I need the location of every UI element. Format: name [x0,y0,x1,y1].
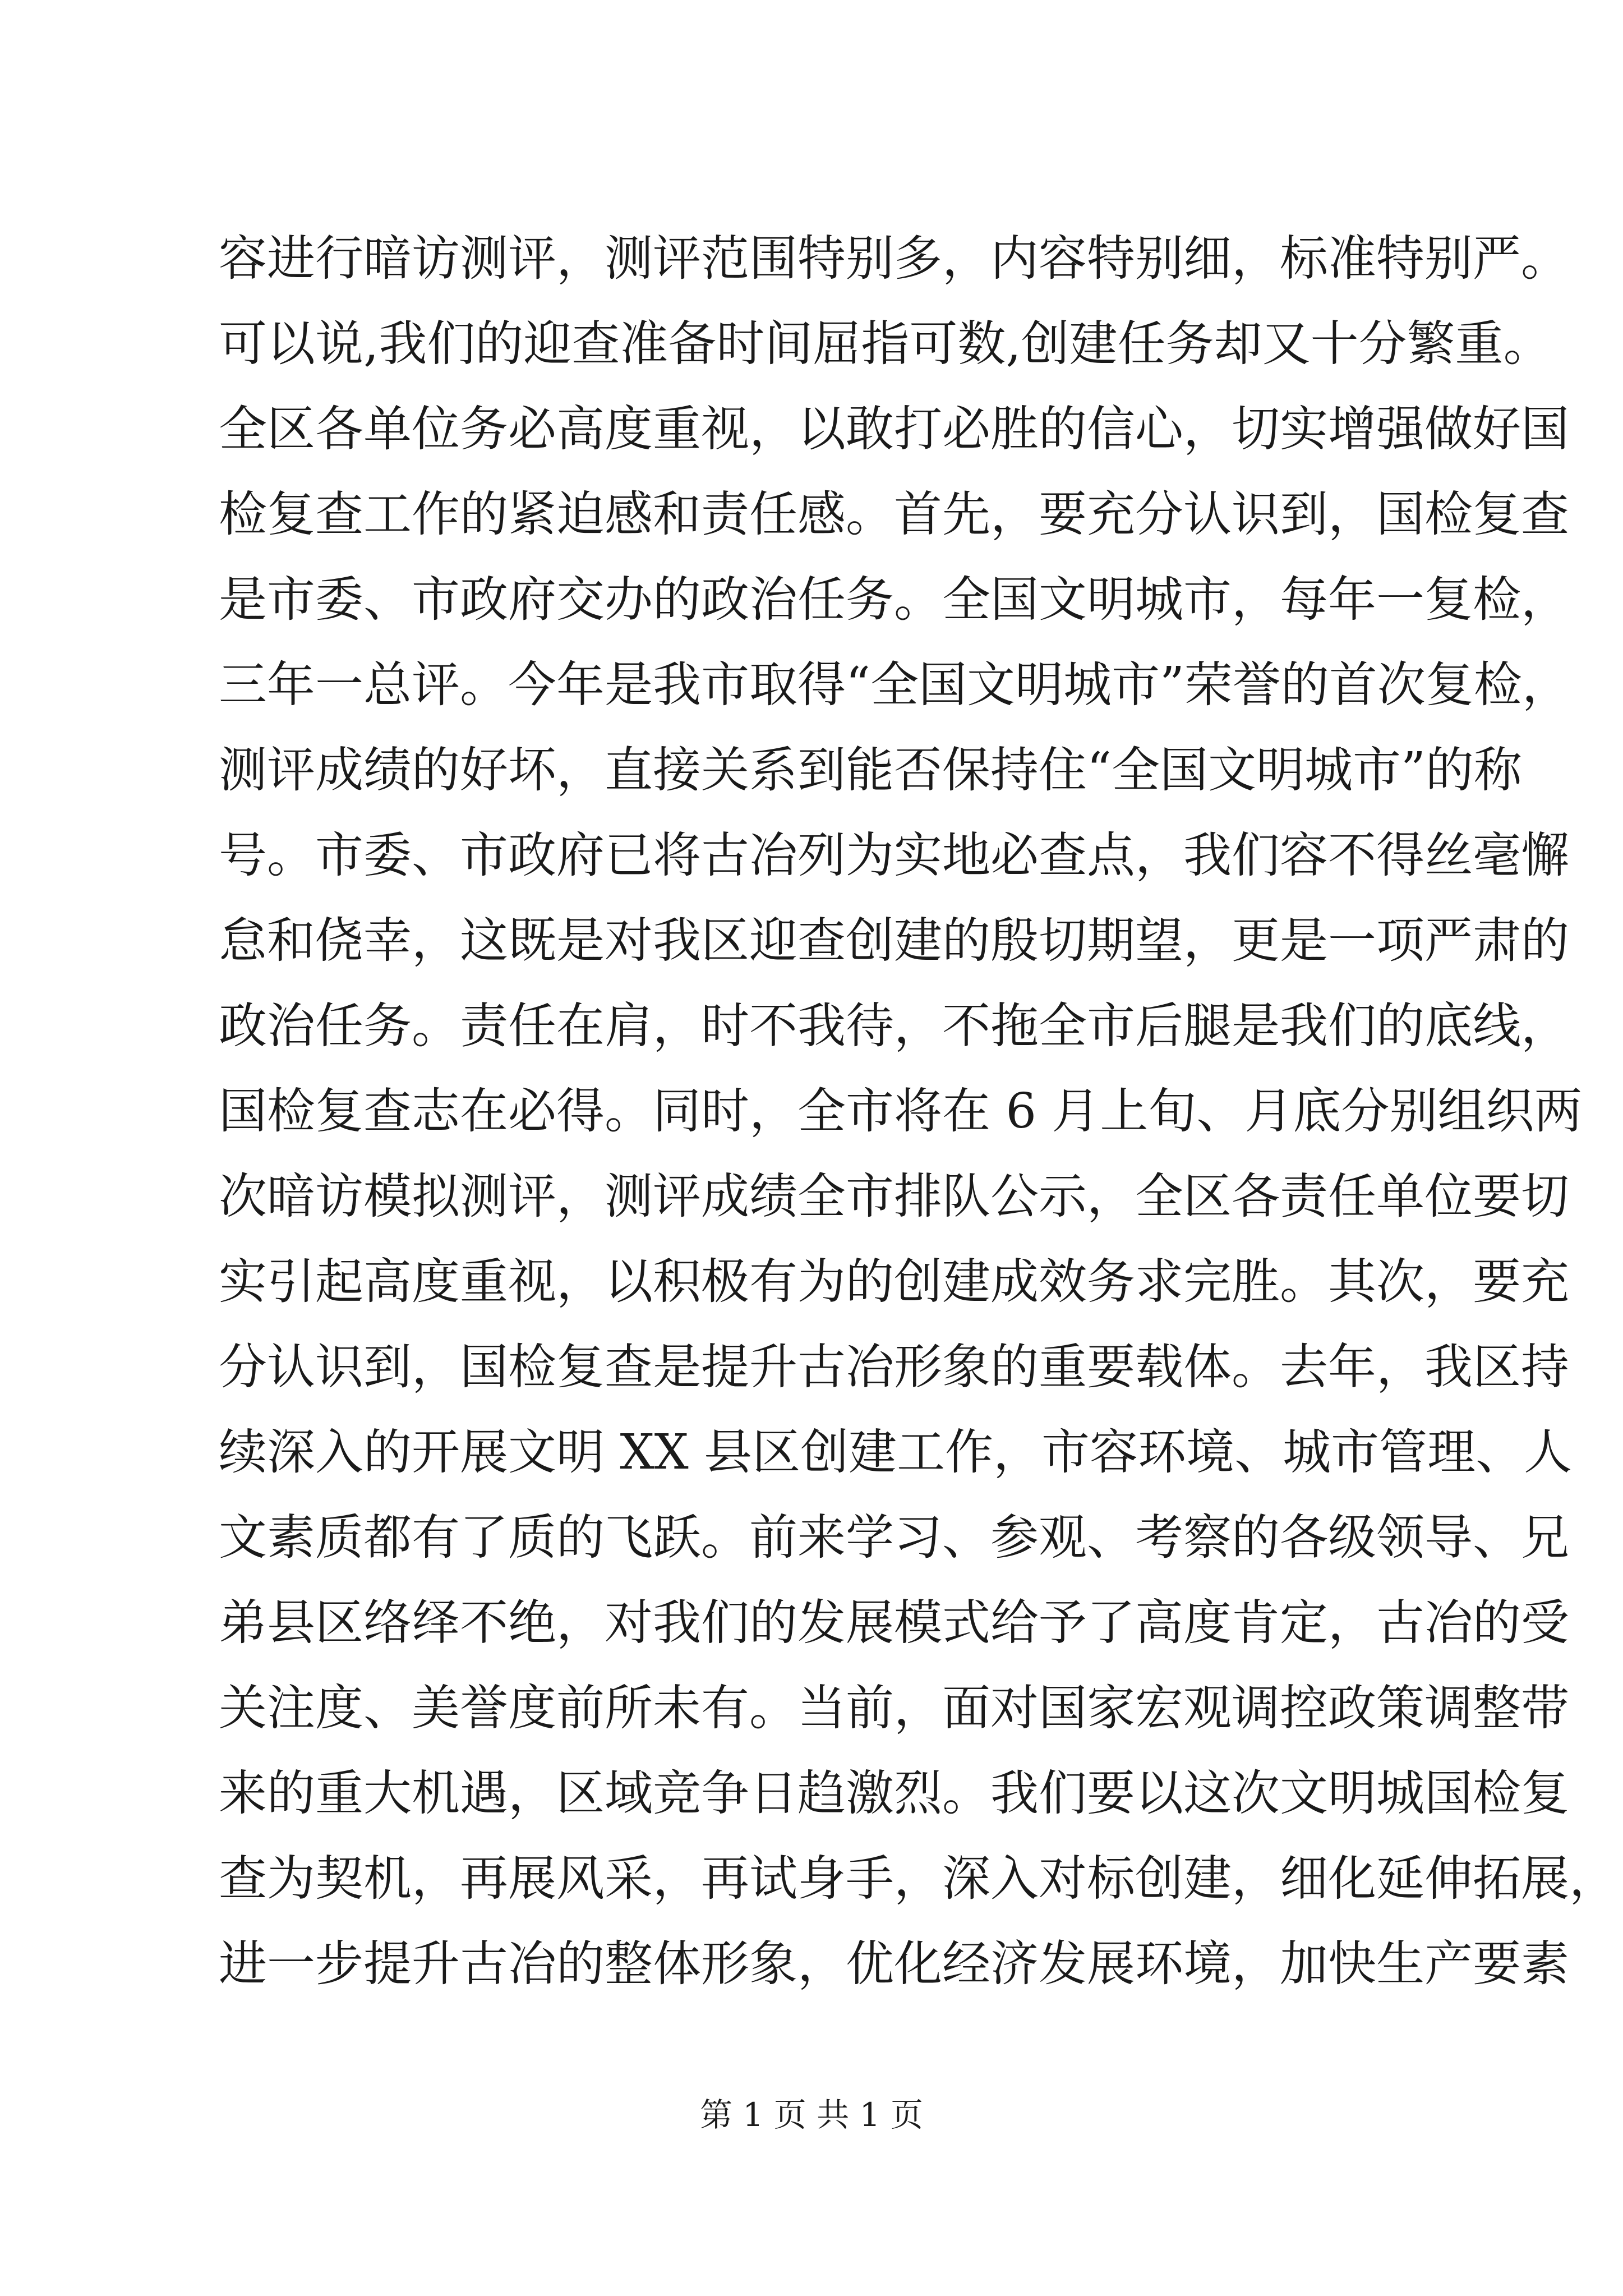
text-line: 续深入的开展文明 XX 县区创建工作，市容环境、城市管理、人 [219,1424,1573,1480]
text-line: 号。市委、市政府已将古冶列为实地必查点，我们容不得丝毫懈 [219,827,1569,884]
text-line: 关注度、美誉度前所未有。当前，面对国家宏观调控政策调整带 [219,1680,1569,1736]
text-line: 容进行暗访测评，测评范围特别多，内容特别细，标准特别严。 [219,231,1569,287]
text-line: 弟县区络绎不绝，对我们的发展模式给予了高度肯定，古冶的受 [219,1595,1569,1651]
text-line: 检复查工作的紧迫感和责任感。首先，要充分认识到，国检复查 [219,486,1569,542]
text-line: 可以说,我们的迎查准备时间屈指可数,创建任务却又十分繁重。 [219,316,1552,372]
page-footer: 第 1 页 共 1 页 [700,2096,923,2134]
text-line: 测评成绩的好坏，直接关系到能否保持住“全国文明城市”的称 [219,742,1522,798]
text-line: 文素质都有了质的飞跃。前来学习、参观、考察的各级领导、兄 [219,1510,1569,1566]
text-line: 进一步提升古冶的整体形象，优化经济发展环境，加快生产要素 [219,1936,1569,1992]
text-line: 政治任务。责任在肩，时不我待，不拖全市后腿是我们的底线， [219,998,1569,1054]
text-line: 来的重大机遇，区域竞争日趋激烈。我们要以这次文明城国检复 [219,1765,1569,1821]
text-line: 次暗访模拟测评，测评成绩全市排队公示，全区各责任单位要切 [219,1168,1569,1225]
text-line: 查为契机，再展风采，再试身手，深入对标创建，细化延伸拓展， [219,1851,1617,1907]
text-line: 全区各单位务必高度重视，以敢打必胜的信心，切实增强做好国 [219,401,1569,457]
text-line: 是市委、市政府交办的政治任务。全国文明城市，每年一复检， [219,572,1569,628]
text-line: 怠和侥幸，这既是对我区迎查创建的殷切期望，更是一项严肃的 [219,913,1569,969]
text-line: 国检复查志在必得。同时，全市将在 6 月上旬、月底分别组织两 [219,1083,1583,1139]
body-paragraph [219,216,1617,2007]
text-line: 实引起高度重视，以积极有为的创建成效务求完胜。其次，要充 [219,1254,1569,1310]
text-line: 三年一总评。今年是我市取得“全国文明城市”荣誉的首次复检， [219,657,1570,713]
text-line: 分认识到，国检复查是提升古冶形象的重要载体。去年，我区持 [219,1339,1569,1395]
